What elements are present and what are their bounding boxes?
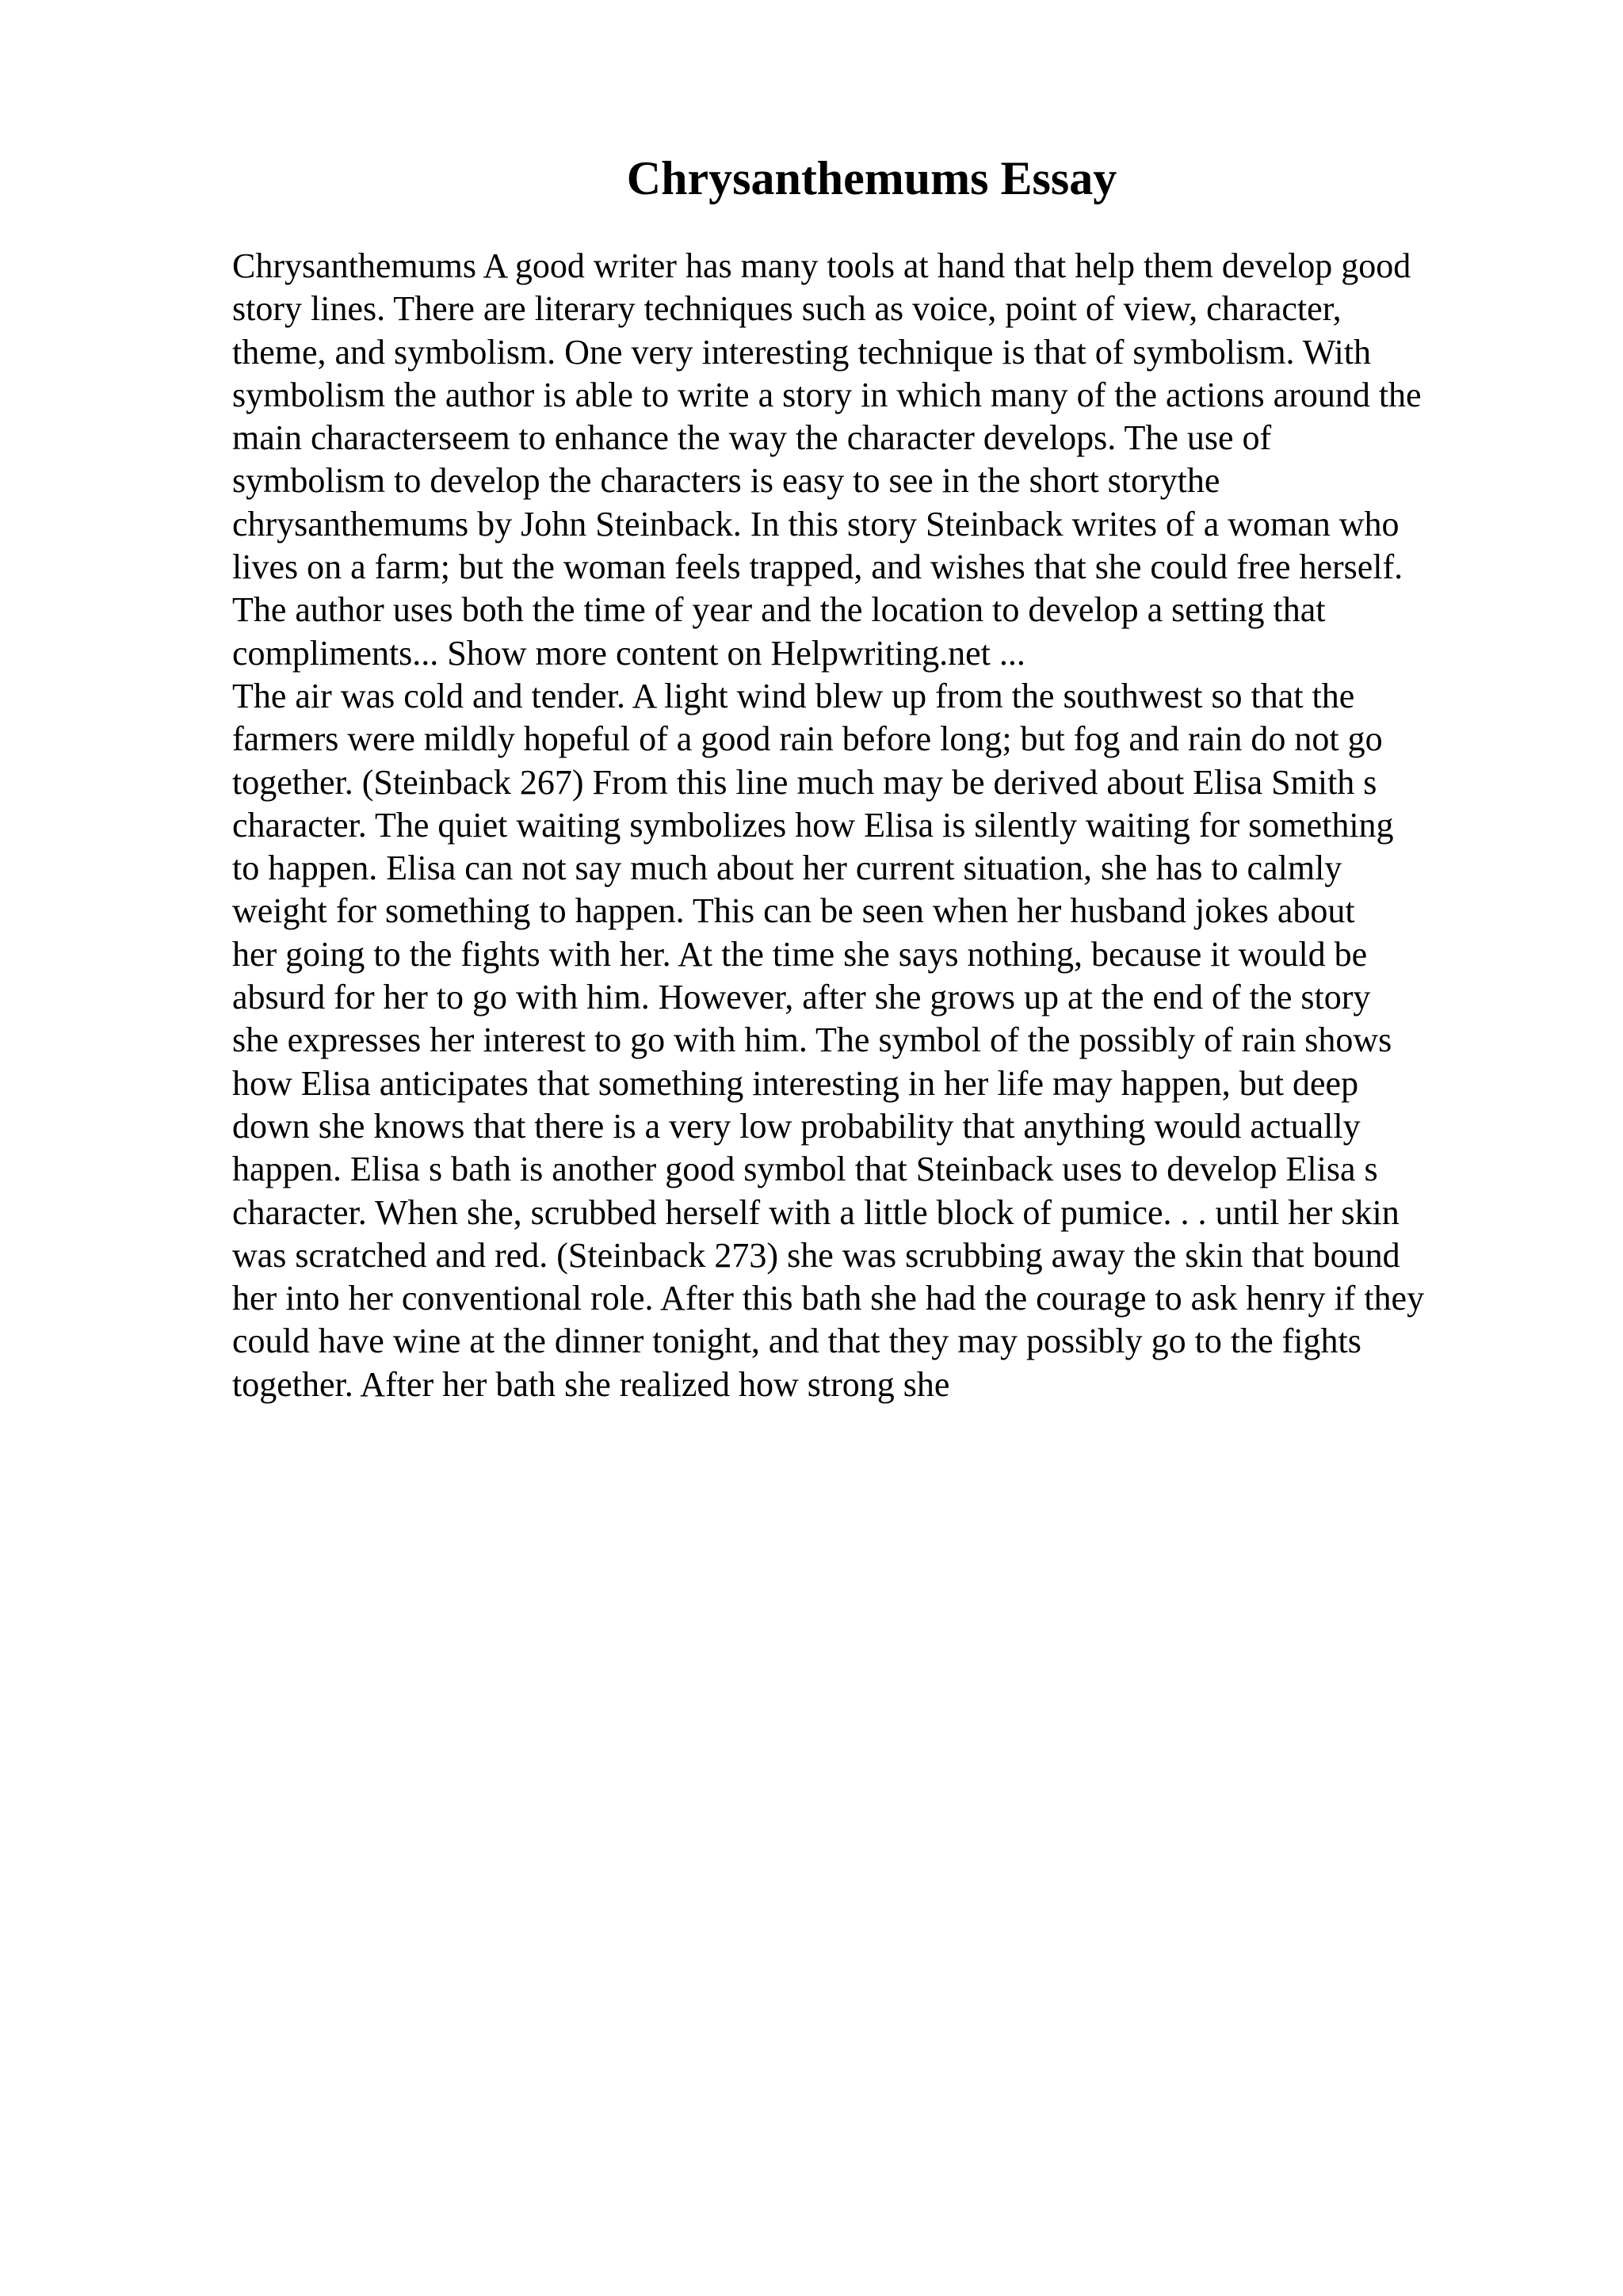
text-line: symbolism to develop the characters is easy to see in the short storythe: [232, 461, 1220, 501]
text-line: was scratched and red. (Steinback 273) she was scrubbing away the skin that bound: [232, 1235, 1400, 1275]
text-line: could have wine at the dinner tonight, and that they may possibly go to the fights: [232, 1322, 1361, 1361]
text-line: compliments... Show more content on Helpwriting.net ...: [232, 633, 1025, 673]
text-line: she expresses her interest to go with him. The symbol of the possibly of rain shows: [232, 1020, 1392, 1060]
text-line: her into her conventional role. After this bath she had the courage to ask henry if they: [232, 1279, 1425, 1318]
text-line: weight for something to happen. This can be seen when her husband jokes about: [232, 891, 1355, 931]
essay-body: [232, 245, 1516, 1406]
text-line: The air was cold and tender. A light wind blew up from the southwest so that the: [232, 676, 1355, 715]
text-line: happen. Elisa s bath is another good symbol that Steinback uses to develop Elisa s: [232, 1150, 1378, 1189]
text-line: Chrysanthemums A good writer has many tools at hand that help them develop good: [232, 246, 1411, 285]
text-line: character. The quiet waiting symbolizes how Elisa is silently waiting for something: [232, 805, 1394, 845]
text-line: to happen. Elisa can not say much about her current situation, she has to calmly: [232, 849, 1342, 888]
text-line: chrysanthemums by John Steinback. In this story Steinback writes of a woman who: [232, 504, 1400, 543]
text-line: together. (Steinback 267) From this line much may be derived about Elisa Smith s: [232, 762, 1377, 802]
text-line: symbolism the author is able to write a story in which many of the actions around the: [232, 375, 1422, 414]
text-line: lives on a farm; but the woman feels trapped, and wishes that she could free herself.: [232, 547, 1403, 587]
text-line: together. After her bath she realized how strong she: [232, 1364, 950, 1404]
text-line: how Elisa anticipates that something interesting in her life may happen, but deep: [232, 1063, 1359, 1103]
text-line: character. When she, scrubbed herself with a little block of pumice. . . until her skin: [232, 1192, 1400, 1232]
text-line: down she knows that there is a very low probability that anything would actually: [232, 1106, 1361, 1146]
text-line: theme, and symbolism. One very interesting technique is that of symbolism. With: [232, 332, 1371, 372]
text-line: story lines. There are literary techniques such as voice, point of view, character,: [232, 289, 1342, 329]
text-line: farmers were mildly hopeful of a good rain before long; but fog and rain do not go: [232, 719, 1383, 759]
text-line: her going to the fights with her. At the time she says nothing, because it would be: [232, 934, 1368, 974]
text-line: The author uses both the time of year and the location to develop a setting that: [232, 590, 1326, 630]
page-title: Chrysanthemums Essay: [626, 152, 1117, 204]
text-line: main characterseem to enhance the way the character develops. The use of: [232, 418, 1272, 458]
text-line: absurd for her to go with him. However, after she grows up at the end of the story: [232, 978, 1371, 1017]
